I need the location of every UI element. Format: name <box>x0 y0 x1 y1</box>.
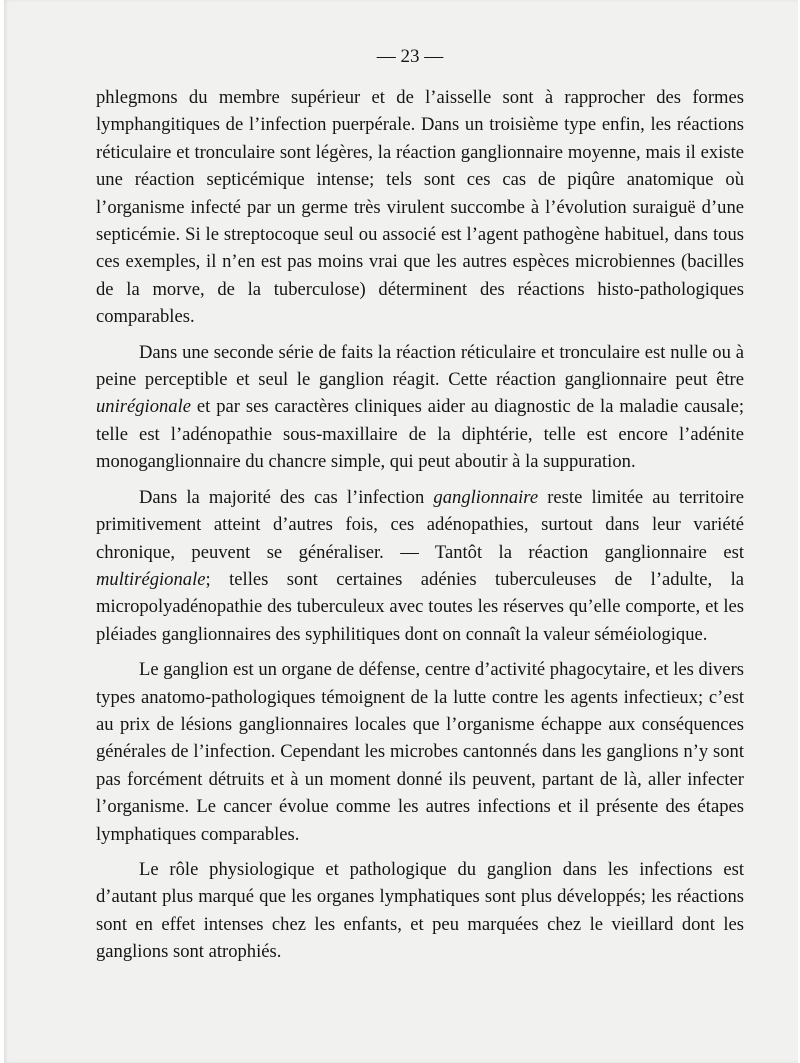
italic-term-unireg: unirégionale <box>96 396 192 418</box>
italic-term-ganglionnaire: ganglionnaire <box>433 486 539 508</box>
paragraph-3-text-a: Dans la majorité des cas l’infection <box>139 486 434 508</box>
italic-term-multireg: multirégionale <box>96 568 206 590</box>
body-text <box>96 84 744 966</box>
paragraph-3-text-c: ; telles sont certaines adénies tuberculeuses de l’adulte, la micropolyadénopathie des tuberculeux avec toutes les réserves qu’elle comporte, et les pléiades ganglionnaires des syphilitiques dont on connaît la valeur séméiologique. <box>96 568 744 645</box>
paragraph-2 <box>96 339 744 476</box>
paragraph-4 <box>96 656 744 848</box>
paragraph-3-text-b: reste limitée au territoire primitivement atteint d’autres fois, ces adénopathies, surtout dans leur variété chronique, peuvent se généraliser. — Tantôt la réaction ganglionnaire est <box>96 486 744 563</box>
paragraph-3 <box>96 484 744 648</box>
paragraph-5 <box>96 856 744 966</box>
paragraph-2-text-a: Dans une seconde série de faits la réaction réticulaire et tronculaire est nulle ou à peine perceptible et seul le ganglion réagit. Cette réaction ganglionnaire peut être <box>96 341 744 391</box>
page-number: — 23 — <box>376 46 444 67</box>
paragraph-4-text: Le ganglion est un organe de défense, centre d’activité phagocytaire, et les divers types anatomo-pathologiques témoignent de la lutte contre les agents infectieux; c’est au prix de lésions ganglionnaires locales que l’organisme échappe aux conséquences générales de l’infection. Cependant les microbes cantonnés dans les ganglions n’y sont pas forcément détruits et à un moment donné ils peuvent, partant de là, aller infecter l’organisme. Le cancer évolue comme les autres infections et il présente des étapes lymphatiques comparables. <box>96 659 744 845</box>
paragraph-1-text: phlegmons du membre supérieur et de l’aisselle sont à rapprocher des formes lymphangitiques de l’infection puerpérale. Dans un troisième type enfin, les réactions réticulaire et tronculaire sont légères, la réaction ganglionnaire moyenne, mais il existe une réaction septicémique intense; tels sont ces cas de piqûre anatomique où l’organisme infecté par un germe très virulent succombe à l’évolution suraiguë d’une septicémie. Si le streptocoque seul ou associé est l’agent pathogène habituel, dans tous ces exemples, il n’en est pas moins vrai que les autres espèces microbiennes (bacilles de la morve, de la tuberculose) déterminent des réactions histo-pathologiques comparables. <box>96 87 744 328</box>
paragraph-5-text: Le rôle physiologique et pathologique du ganglion dans les infections est d’autant plus marqué que les organes lymphatiques sont plus développés; les réactions sont en effet intenses chez les enfants, et peu marquées chez le vieillard dont les ganglions sont atrophiés. <box>96 858 744 963</box>
book-page <box>4 0 798 1063</box>
paragraph-2-text-b: et par ses caractères cliniques aider au diagnostic de la maladie causale; telle est l’adénopathie sous-maxillaire de la diphtérie, telle est encore l’adénite monoganglionnaire du chancre simple, qui peut aboutir à la suppuration. <box>96 396 744 473</box>
paragraph-1 <box>96 84 744 331</box>
